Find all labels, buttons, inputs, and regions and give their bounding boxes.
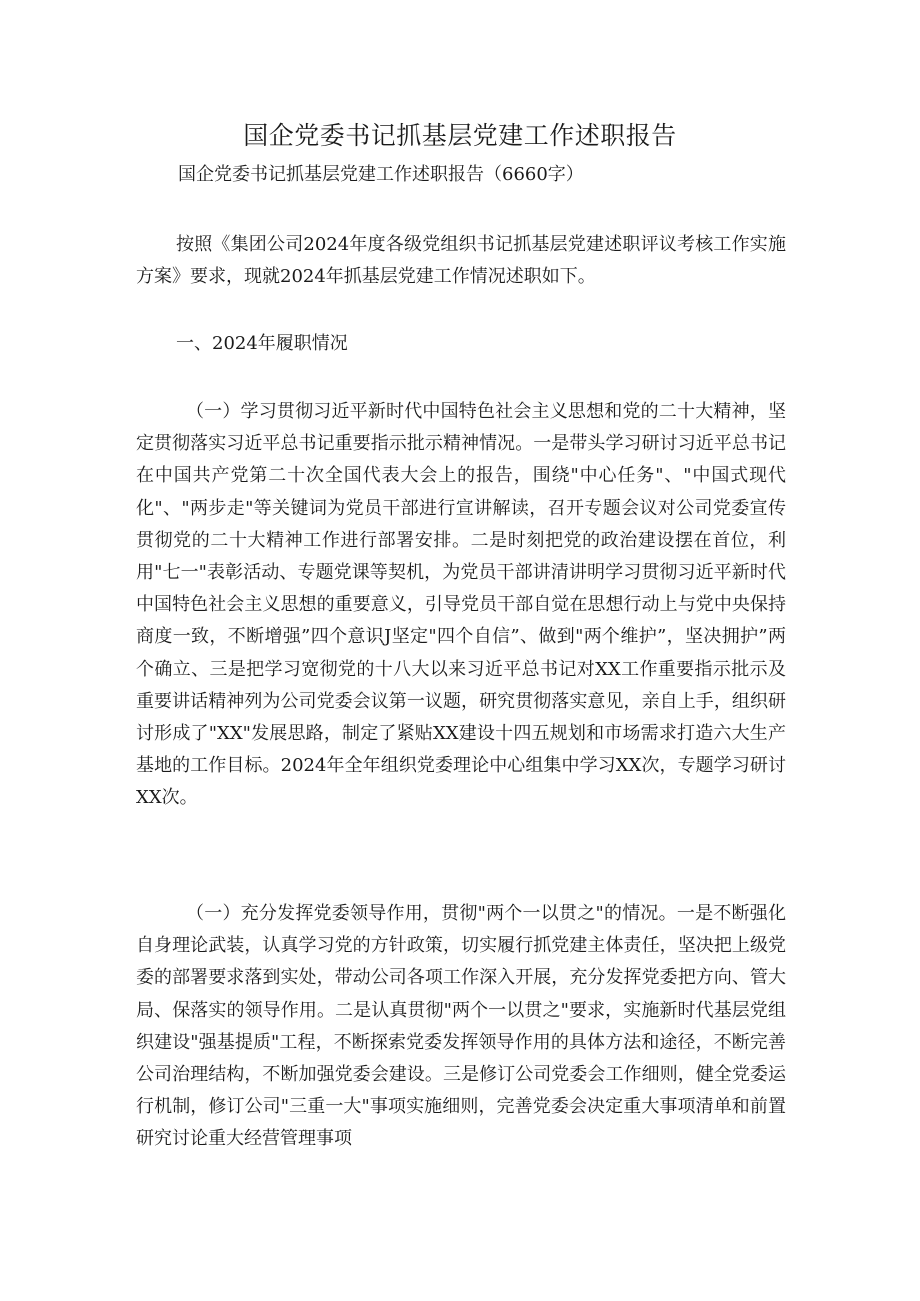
body-paragraph-2: （一）充分发挥党委领导作用，贯彻"两个一以贯之"的情况。一是不断强化自身理论武装，认真学习党的方针政策，切实履行抓党建主体责任，坚决把上级党委的部署要求落到实处，带动公司各项工作深入开展，充分发挥党委把方向、管大局、保落实的领导作用。二是认真贯彻"两个一以贯之"要求，实施新时代基层党组织建设"强基提质"工程，不断探索党委发挥领导作用的具体方法和途径，不断完善公司治理结构，不断加强党委会建设。三是修订公司党委会工作细则，健全党委运行机制，修订公司"三重一大"事项实施细则，完善党委会决定重大事项清单和前置研究讨论重大经营管理事项	[136, 903, 786, 1150]
document-subtitle: 国企党委书记抓基层党建工作述职报告（6660字）	[178, 164, 584, 185]
intro-paragraph: 按照《集团公司2024年度各级党组织书记抓基层党建述职评议考核工作实施方案》要求，现就2024年抓基层党建工作情况述职如下。	[136, 234, 786, 288]
body-paragraph-1: （一）学习贯彻习近平新时代中国特色社会主义思想和党的二十大精神，坚定贯彻落实习近平总书记重要指示批示精神情况。一是带头学习研讨习近平总书记在中国共产党第二十次全国代表大会上的报告，围绕"中心任务"、"中国式现代化"、"两步走"等关键词为党员干部进行宣讲解读，召开专题会议对公司党委宣传贯彻党的二十大精神工作进行部署安排。二是时刻把党的政治建设摆在首位，利用"七一"表彰活动、专题党课等契机，为党员干部讲清讲明学习贯彻习近平新时代中国特色社会主义思想的重要意义，引导党员干部自觉在思想行动上与党中央保持商度一致，不断增强”四个意识J坚定"四个自信”、做到"两个维护”，坚决拥护”两个确立、三是把学习宽彻党的十八大以来习近平总书记对XX工作重要指示批示及重要讲话精神列为公司党委会议第一议题，研究贯彻落实意见，亲自上手，组织研讨形成了"XX"发展思路，制定了紧贴XX建设十四五规划和市场需求打造六大生产基地的工作目标。2024年全年组织党委理论中心组集中学习XX次，专题学习研讨XX次。	[136, 401, 786, 809]
section-heading: 一、2024年履职情况	[176, 333, 348, 354]
document-title: 国企党委书记抓基层党建工作述职报告	[243, 121, 677, 150]
